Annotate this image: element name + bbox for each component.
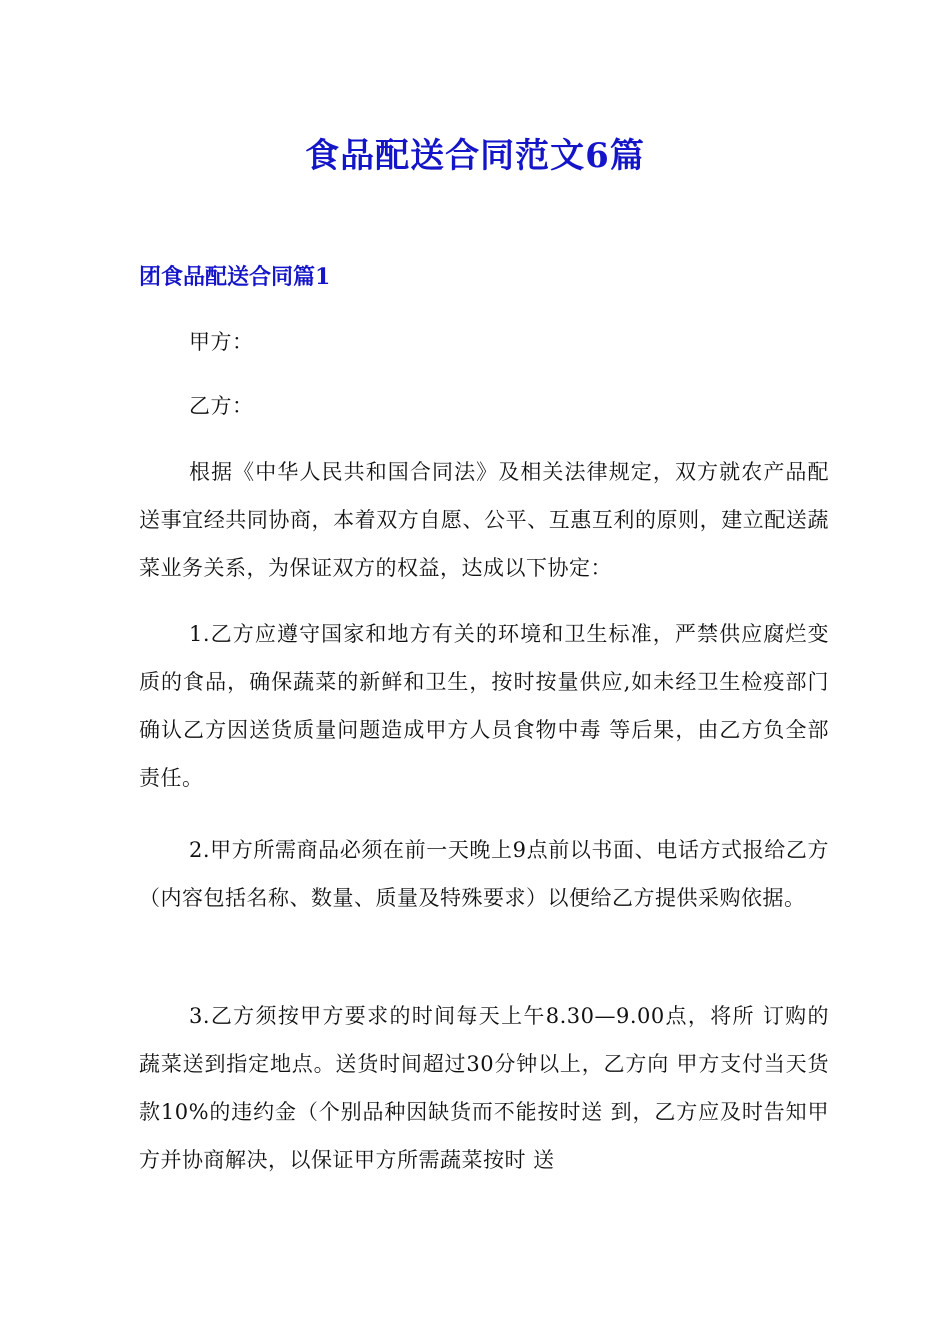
clause-3-paragraph: 3.乙方须按甲方要求的时间每天上午8.30—9.00点，将所 订购的蔬菜送到指定地点。送货时间超过30分钟以上，乙方向 甲方支付当天货款10%的违约金（个别品种因缺货而不能按时送 到，乙方应及时告知甲方并协商解决，以保证甲方所需蔬菜按时 送 (139, 1004, 829, 1172)
party-b-line: 乙方： (189, 394, 254, 418)
section-heading: 团食品配送合同篇1 (139, 264, 331, 290)
document-title: 食品配送合同范文6篇 (305, 136, 645, 176)
party-a-line: 甲方： (189, 330, 254, 354)
clause-1-paragraph: 1.乙方应遵守国家和地方有关的环境和卫生标准，严禁供应腐烂变质的食品，确保蔬菜的新鲜和卫生，按时按量供应,如未经卫生检疫部门确认乙方因送货质量问题造成甲方人员食物中毒 等后果，由乙方负全部责任。 (139, 622, 829, 790)
intro-paragraph: 根据《中华人民共和国合同法》及相关法律规定，双方就农产品配送事宜经共同协商，本着双方自愿、公平、互惠互利的原则，建立配送蔬菜业务关系，为保证双方的权益，达成以下协定： (139, 460, 829, 580)
clause-2-paragraph: 2.甲方所需商品必须在前一天晚上9点前以书面、电话方式报给乙方（内容包括名称、数量、质量及特殊要求）以便给乙方提供采购依据。 (139, 838, 829, 910)
